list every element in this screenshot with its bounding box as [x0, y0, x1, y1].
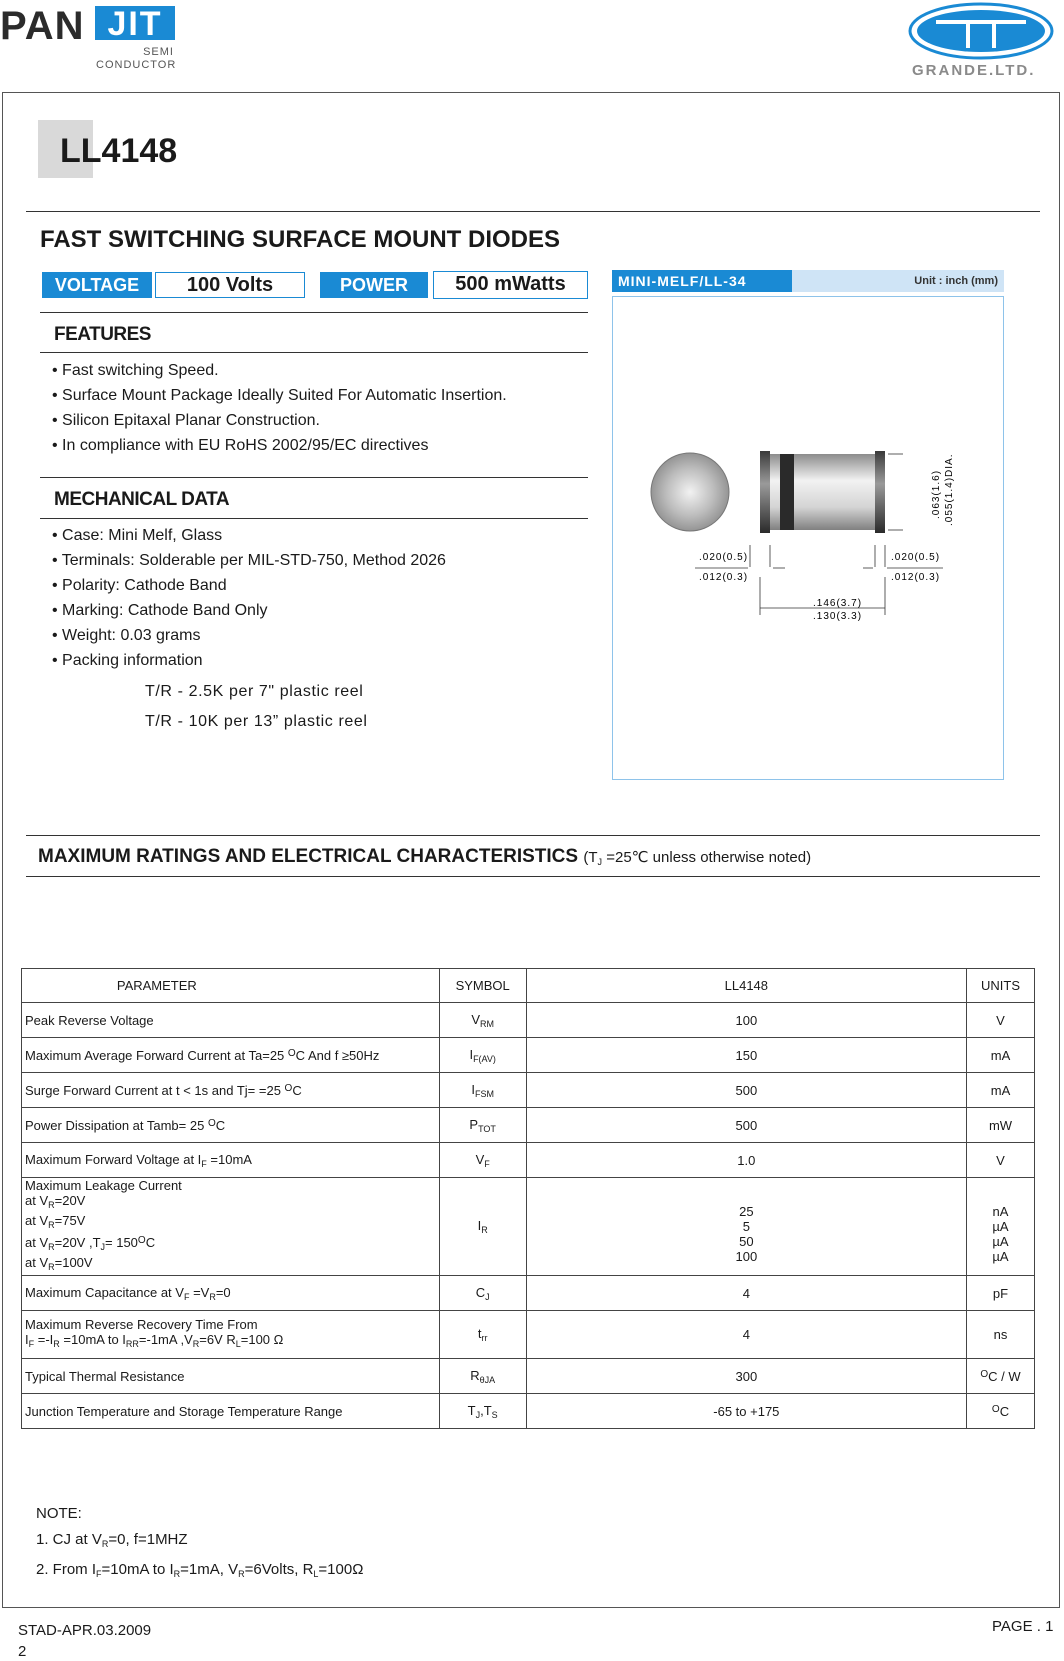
unit-cell: mA	[967, 1073, 1035, 1108]
voltage-value: 100 Volts	[155, 272, 305, 298]
panjit-logo-semi: SEMI	[143, 46, 174, 58]
dim-length-max: .146(3.7)	[813, 598, 863, 609]
symbol-cell: $I_{FSM}$	[439, 1073, 526, 1108]
dim-diameter-min: .055(1.4)DIA.	[944, 453, 955, 526]
value-cell: 500	[526, 1073, 966, 1108]
dim-length-min: .130(3.3)	[813, 611, 863, 622]
symbol-cell: $R_{\theta JA}$	[439, 1359, 526, 1394]
end-view	[651, 453, 729, 531]
symbol-cell: $P_{TOT}$	[439, 1108, 526, 1143]
dim-diameter-max: .063(1.6)	[931, 469, 942, 519]
col-header-symbol: SYMBOL	[439, 969, 526, 1003]
value-cell: 1.0	[526, 1143, 966, 1178]
divider	[40, 518, 588, 519]
mechanical-item: • Terminals: Solderable per MIL-STD-750, Method 2026	[52, 552, 446, 569]
features-heading: FEATURES	[54, 324, 151, 345]
panjit-logo-jit: JIT	[95, 6, 175, 40]
value-cell: 150	[526, 1038, 966, 1073]
specs-table	[21, 968, 1035, 1429]
divider	[26, 211, 1040, 212]
symbol-cell: $C_J$	[439, 1276, 526, 1311]
divider	[26, 835, 1040, 836]
mechanical-item: • Polarity: Cathode Band	[52, 577, 227, 594]
divider	[40, 312, 588, 313]
mechanical-item: • Case: Mini Melf, Glass	[52, 527, 223, 544]
notes	[36, 1501, 363, 1587]
packing-item: T/R - 2.5K per 7" plastic reel	[145, 683, 364, 700]
param-cell: Maximum Capacitance at $V_F =V_R=0$	[22, 1276, 440, 1311]
note-2: 2. From $I_F=10mA$ to $I_R=1mA$, $V_R=6Volts$, $R_L=100\Omega$	[36, 1561, 364, 1579]
table-row	[22, 1276, 1035, 1311]
power-label: POWER	[320, 272, 428, 298]
col-header-units: UNITS	[967, 969, 1035, 1003]
symbol-cell: $V_{RM}$	[439, 1003, 526, 1038]
param-cell: Maximum Average Forward Current at Ta=25 $^O$C And f ≥50Hz	[22, 1038, 440, 1073]
param-cell: Surge Forward Current at t < 1s and Tj= =25 $^O$C	[22, 1073, 440, 1108]
page-number: PAGE . 1	[992, 1618, 1054, 1635]
value-cell: -65 to +175	[526, 1394, 966, 1429]
unit-cell: $^O$C / W	[967, 1359, 1035, 1394]
unit-cell: nA µA µA µA	[967, 1178, 1035, 1276]
dim-lead-left-max: .020(0.5)	[699, 552, 749, 563]
value-cell: 300	[526, 1359, 966, 1394]
table-header-row	[22, 969, 1035, 1003]
param-cell: Maximum Leakage Current at $V_R=20V$ at $V_R=75V$ at $V_R=20V$ $,T_J= 150^OC$ at $V_R=100V$	[22, 1178, 440, 1276]
table-row	[22, 1003, 1035, 1038]
mechanical-item: • Weight: 0.03 grams	[52, 627, 201, 644]
dim-lead-left-min: .012(0.3)	[699, 572, 749, 583]
cathode-band	[780, 454, 794, 530]
divider	[26, 876, 1040, 877]
table-row	[22, 1178, 1035, 1276]
main-heading: FAST SWITCHING SURFACE MOUNT DIODES	[40, 226, 561, 253]
voltage-label: VOLTAGE	[42, 272, 152, 298]
param-cell: Junction Temperature and Storage Temperature Range	[22, 1394, 440, 1429]
doc-code: STAD-APR.03.2009	[18, 1622, 152, 1639]
power-value: 500 mWatts	[433, 271, 588, 299]
value-cell: 100	[526, 1003, 966, 1038]
package-unit: Unit : inch (mm)	[792, 270, 1004, 292]
value-cell: 4	[526, 1311, 966, 1359]
param-cell: Peak Reverse Voltage	[22, 1003, 440, 1038]
value-cell: 25 5 50 100	[526, 1178, 966, 1276]
ratings-title: MAXIMUM RATINGS AND ELECTRICAL CHARACTERISTICS	[38, 846, 579, 867]
mechanical-list	[52, 523, 446, 673]
mechanical-item: • Packing information	[52, 652, 203, 669]
dim-lead-right-min: .012(0.3)	[891, 572, 941, 583]
col-header-parameter: PARAMETER	[22, 969, 440, 1003]
table-row	[22, 1394, 1035, 1429]
grande-logo-text: GRANDE.LTD.	[912, 62, 1036, 79]
table-row	[22, 1108, 1035, 1143]
unit-cell: pF	[967, 1276, 1035, 1311]
unit-cell: mW	[967, 1108, 1035, 1143]
feature-item: • In compliance with EU RoHS 2002/95/EC directives	[52, 437, 429, 454]
feature-item: • Fast switching Speed.	[52, 362, 219, 379]
right-cap	[875, 451, 885, 533]
package-drawing	[613, 297, 1003, 779]
unit-cell: V	[967, 1003, 1035, 1038]
param-cell: Maximum Forward Voltage at $I_F =10mA$	[22, 1143, 440, 1178]
symbol-cell: $I_{F(AV)}$	[439, 1038, 526, 1073]
unit-cell: mA	[967, 1038, 1035, 1073]
table-row	[22, 1359, 1035, 1394]
feature-item: • Surface Mount Package Ideally Suited For Automatic Insertion.	[52, 387, 507, 404]
table-row	[22, 1073, 1035, 1108]
mechanical-item: • Marking: Cathode Band Only	[52, 602, 268, 619]
table-row	[22, 1038, 1035, 1073]
diode-body	[760, 454, 885, 530]
param-cell: Power Dissipation at Tamb= 25 $^O$C	[22, 1108, 440, 1143]
unit-cell: ns	[967, 1311, 1035, 1359]
part-number: LL4148	[60, 132, 178, 170]
features-list	[52, 358, 507, 458]
notes-title: NOTE:	[36, 1505, 82, 1522]
unit-cell: V	[967, 1143, 1035, 1178]
grande-logo-icon	[906, 2, 1056, 60]
ratings-condition: ($T_J$ =25℃ unless otherwise noted)	[583, 849, 812, 867]
left-cap	[760, 451, 770, 533]
symbol-cell: $T_J,T_S$	[439, 1394, 526, 1429]
table-row	[22, 1311, 1035, 1359]
symbol-cell: $V_F$	[439, 1143, 526, 1178]
dim-lead-right-max: .020(0.5)	[891, 552, 941, 563]
packing-item: T/R - 10K per 13” plastic reel	[145, 713, 368, 730]
panjit-logo-sub	[96, 46, 177, 72]
symbol-cell: $t_{rr}$	[439, 1311, 526, 1359]
feature-item: • Silicon Epitaxal Planar Construction.	[52, 412, 320, 429]
unit-cell: $^O$C	[967, 1394, 1035, 1429]
package-name: MINI-MELF/LL-34	[612, 270, 792, 292]
note-1: 1. CJ at $V_R=0$, f=1MHZ	[36, 1531, 188, 1549]
mechanical-heading: MECHANICAL DATA	[54, 489, 230, 510]
doc-code-extra: 2	[18, 1643, 27, 1660]
ratings-heading	[38, 846, 811, 868]
table-row	[22, 1143, 1035, 1178]
panjit-logo-pan: PAN	[0, 4, 85, 48]
value-cell: 500	[526, 1108, 966, 1143]
divider	[40, 352, 588, 353]
symbol-cell: $I_R$	[439, 1178, 526, 1276]
param-cell: Maximum Reverse Recovery Time From $I_F =-I_R =10mA$ to $I_{RR}=-1mA$ $,V_R=6V$ $R_L=100$ Ω	[22, 1311, 440, 1359]
divider	[40, 477, 588, 478]
panjit-logo	[0, 0, 180, 75]
col-header-value: LL4148	[526, 969, 966, 1003]
value-cell: 4	[526, 1276, 966, 1311]
panjit-logo-conductor: CONDUCTOR	[96, 59, 177, 71]
param-cell: Typical Thermal Resistance	[22, 1359, 440, 1394]
